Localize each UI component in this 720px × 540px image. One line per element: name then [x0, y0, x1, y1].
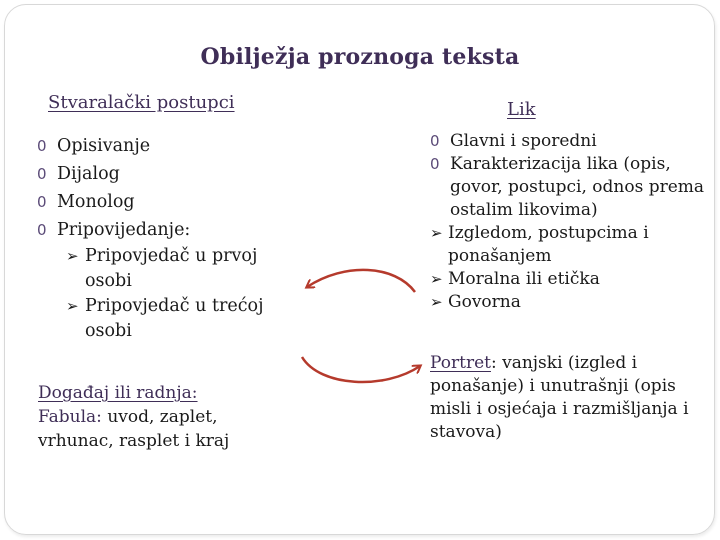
bullet-icon: 0 — [430, 155, 440, 173]
sub-list-item: ➢ Pripovjedač u prvoj osobi — [66, 246, 258, 291]
arrow-bullet-icon: ➢ — [66, 297, 79, 315]
fabula-label: Fabula: — [38, 407, 102, 427]
list-item: 0 Monolog — [37, 188, 297, 216]
list-item: 0 Opisivanje — [37, 132, 297, 160]
right-list — [430, 130, 710, 314]
sub-list-item: ➢ Govorna — [430, 292, 521, 312]
list-item: 0 Glavni i sporedni — [430, 131, 597, 151]
bullet-icon: 0 — [37, 221, 47, 239]
right-heading: Lik — [507, 99, 536, 120]
list-item: 0 Dijalog — [37, 160, 297, 188]
sub-list-item: ➢ Izgledom, postupcima i ponašanjem — [430, 223, 649, 266]
event-heading: Događaj ili radnja: — [38, 383, 198, 403]
fabula-text: uvod, zaplet, vrhunac, rasplet i kraj — [38, 407, 230, 451]
sub-list-item: ➢ Moralna ili etička — [430, 269, 600, 289]
left-list — [37, 132, 297, 344]
slide-title: Obilježja proznoga teksta — [200, 44, 520, 70]
bullet-icon: 0 — [430, 132, 440, 150]
event-block — [38, 381, 288, 453]
arrow-bullet-icon: ➢ — [430, 224, 443, 242]
portrait-text: : vanjski (izgled i ponašanje) i unutrašnji (opis misli i osjećaja i razmišljanja i stavova) — [430, 353, 689, 442]
portrait-block — [430, 352, 712, 444]
arrow-bullet-icon: ➢ — [430, 270, 443, 288]
bullet-icon: 0 — [37, 137, 47, 155]
arrow-bullet-icon: ➢ — [66, 247, 79, 265]
arrow-bullet-icon: ➢ — [430, 293, 443, 311]
sub-list-item: ➢ Pripovjedač u trećoj osobi — [66, 296, 264, 341]
bullet-icon: 0 — [37, 165, 47, 183]
list-item: 0 Karakterizacija lika (opis, govor, postupci, odnos prema ostalim likovima) — [430, 154, 705, 220]
list-item: 0 Pripovijedanje: — [37, 216, 297, 244]
left-heading: Stvaralački postupci — [48, 92, 235, 113]
bullet-icon: 0 — [37, 193, 47, 211]
portrait-label: Portret — [430, 353, 491, 373]
